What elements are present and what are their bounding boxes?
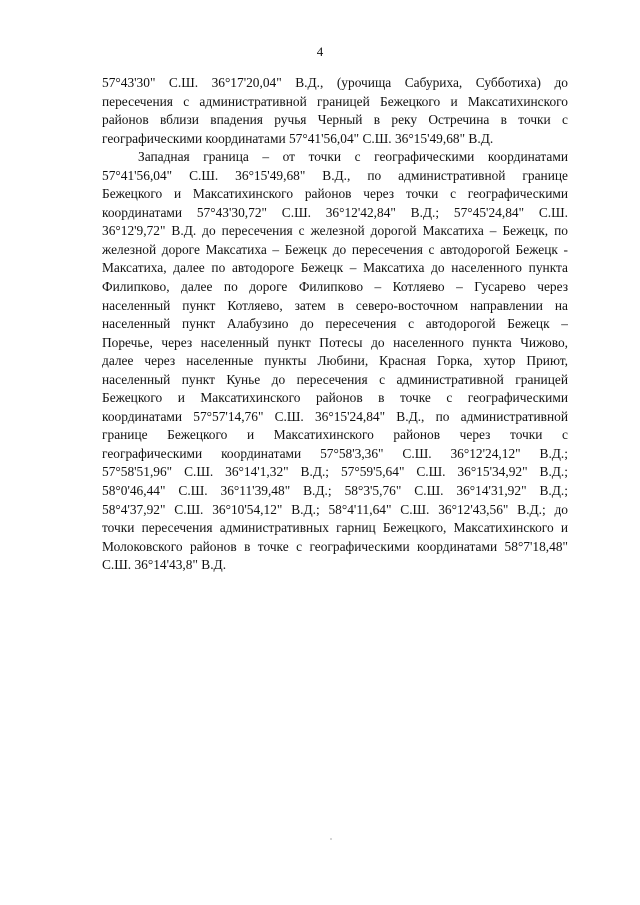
text-line: 36°12'9,72" В.Д. до пересечения с железной дорогой Максатиха – Бежецк, по <box>102 223 568 239</box>
paragraph-1-continuation <box>102 74 568 148</box>
text-line: населенный пункт Котляево, затем в северо-восточном направлении на <box>102 297 568 313</box>
text-line: 58°0'46,44" С.Ш. 36°11'39,48" В.Д.; 58°3'5,76" С.Ш. 36°14'31,92" В.Д.; <box>102 483 568 499</box>
text-line: 58°4'37,92" С.Ш. 36°10'54,12" В.Д.; 58°4'11,64" С.Ш. 36°12'43,56" В.Д.; до <box>102 501 568 517</box>
text-line: Филипково, далее по дороге Филипково – Котляево – Гусарево через <box>102 279 568 295</box>
text-line: координатами 57°57'14,76" С.Ш. 36°15'24,84" В.Д., по административной <box>102 408 568 424</box>
text-line: пересечения с административной границей Бежецкого и Максатихинского <box>102 93 568 109</box>
page-number: 4 <box>316 44 324 59</box>
text-line: железной дороге Максатиха – Бежецк до пересечения с автодорогой Бежецк - <box>102 241 568 257</box>
text-line: географическими координатами 57°41'56,04" С.Ш. 36°15'49,68" В.Д. <box>102 130 494 146</box>
text-line: 57°41'56,04" С.Ш. 36°15'49,68" В.Д., по административной границе <box>102 167 568 183</box>
text-line: 57°58'51,96" С.Ш. 36°14'1,32" В.Д.; 57°59'5,64" С.Ш. 36°15'34,92" В.Д.; <box>102 464 568 480</box>
text-line: 57°43'30" С.Ш. 36°17'20,04" В.Д., (урочища Сабуриха, Субботиха) до <box>102 75 568 90</box>
text-line: населенный пункт Алабузино до пересечения с автодорогой Бежецк – <box>102 316 568 332</box>
text-line: населенный пункт Кунье до пересечения с административной границей <box>102 371 568 387</box>
text-line: С.Ш. 36°14'43,8" В.Д. <box>102 557 227 573</box>
text-line: точки пересечения административных гарниц Бежецкого, Максатихинского и <box>102 520 568 536</box>
text-line: районов вблизи впадения ручья Черный в реку Остречина в точки с <box>102 112 568 128</box>
text-line: географическими координатами 57°58'3,36" С.Ш. 36°12'24,12" В.Д.; <box>102 445 568 461</box>
text-line: Бежецкого и Максатихинского районов в точке с географическими <box>102 390 568 406</box>
text-line: Поречье, через населенный пункт Потесы до населенного пункта Чижово, <box>102 334 568 350</box>
text-line: Бежецкого и Максатихинского районов через точки с географическими <box>102 186 568 202</box>
text-line: Максатиха, далее по автодороге Бежецк – Максатиха до населенного пункта <box>102 260 568 276</box>
paragraph-west-boundary <box>102 148 568 575</box>
text-line: границе Бежецкого и Максатихинского районов через точки с <box>102 427 568 443</box>
text-line: координатами 57°43'30,72" С.Ш. 36°12'42,84" В.Д.; 57°45'24,84" С.Ш. <box>102 204 568 220</box>
text-line: Молоковского районов в точке с географическими координатами 58°7'18,48" <box>102 538 568 554</box>
text-line: Западная граница – от точки с географическими координатами <box>138 149 568 165</box>
document-body <box>102 74 568 575</box>
scan-dot <box>330 838 332 840</box>
text-line: далее через населенные пункты Любини, Красная Горка, хутор Приют, <box>102 353 568 369</box>
